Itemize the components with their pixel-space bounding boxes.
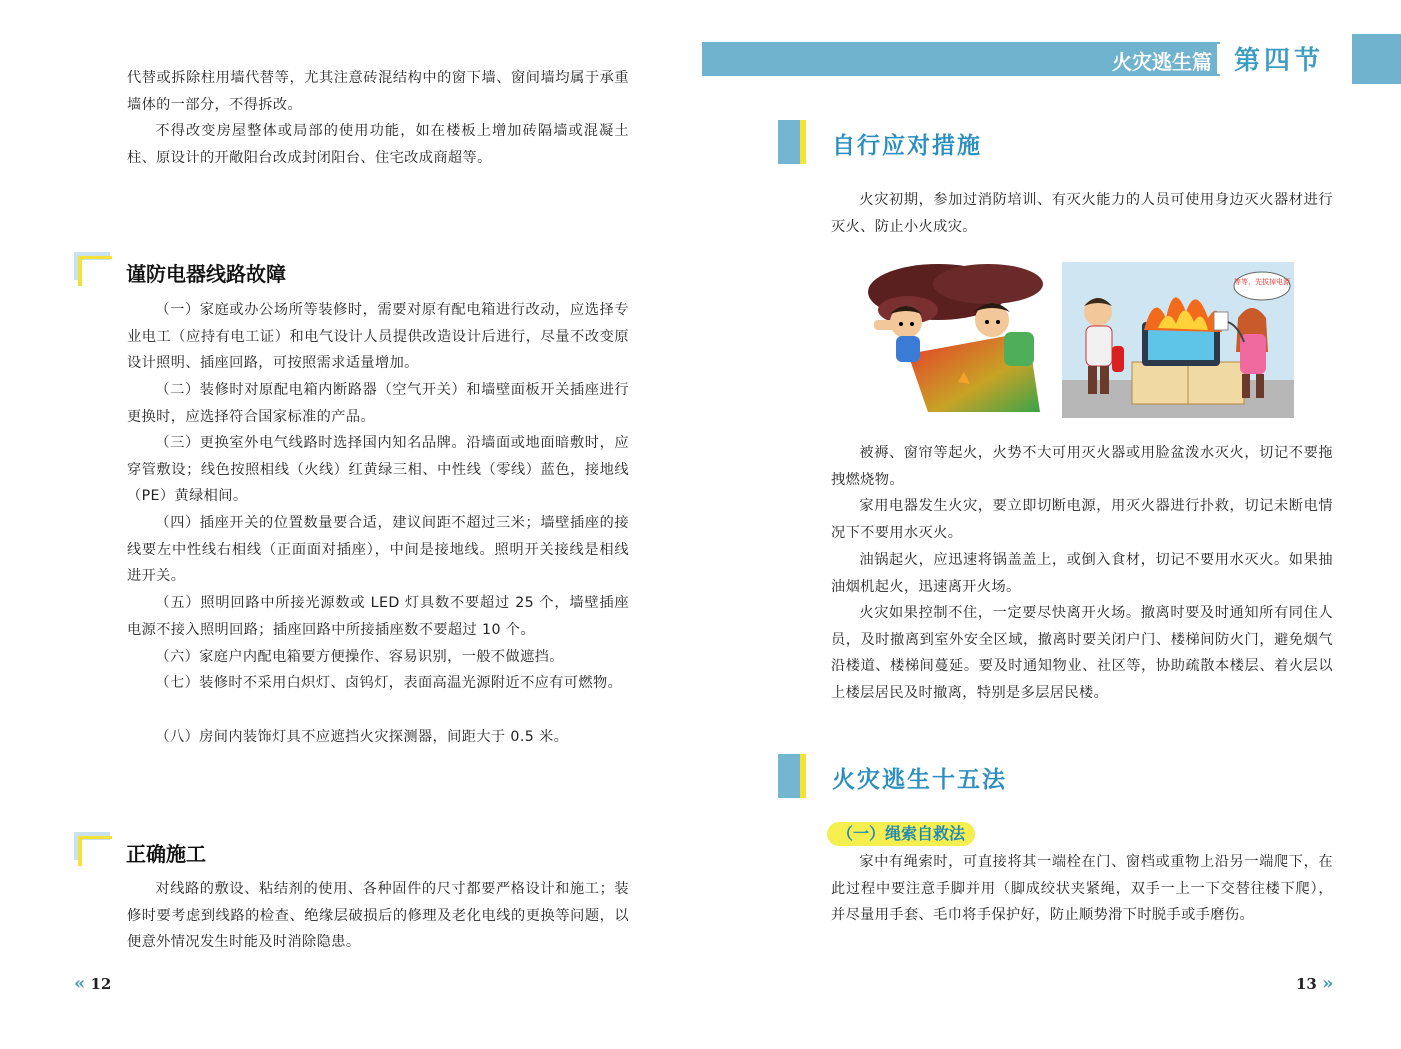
electrical-item-4: （四）插座开关的位置数量要合适，建议间距不超过三米；墙壁插座的接线要左中性线右相线（正面面对插座），中间是接地线。照明开关接线是相线进开关。 [127,515,629,585]
construction-paragraph: 对线路的敷设、粘结剂的使用、各种固件的尺寸都要严格设计和施工；装修时要考虑到线路的检查、绝缘层破损后的修理及老化电线的更换等问题，以便意外情况发生时能及时消除隐患。 [127,881,629,951]
escape-paragraph-1: 家中有绳索时，可直接将其一端栓在门、窗档或重物上沿另一端爬下，在此过程中要注意手脚并用（脚成绞状夹紧绳，双手一上一下交替往楼下爬），并尽量用手套、毛巾将手保护好，防止顺势滑下时脱手或手磨伤。 [831,854,1333,924]
double-chevron-right-icon: » [1322,973,1334,994]
section-heading-electrical [74,252,374,288]
intro-paragraph-2: 不得改变房屋整体或局部的使用功能，如在楼板上增加砖隔墙或混凝土柱、原设计的开敞阳台改成封闭阳台、住宅改成商超等。 [127,123,629,166]
response-paragraph-2: 家用电器发生火灾，要立即切断电源，用灭火器进行扑救，切记未断电情况下不要用水灭火。 [831,498,1333,541]
section-heading-escape [778,754,1178,798]
response-paragraph-4: 火灾如果控制不住，一定要尽快离开火场。撤离时要及时通知所有同住人员，及时撤离到室外安全区域，撤离时要关闭户门、楼梯间防火门，避免烟气沿楼道、楼梯间蔓延。要及时通知物业、社区等，协助疏散本楼层、着火层以上楼层居民及时撤离，特别是多层居民楼。 [831,605,1333,701]
illustration-tv-fire [1062,262,1294,418]
electrical-item-6: （六）家庭户内配电箱要方便操作、容易识别，一般不做遮挡。 [155,649,564,665]
electrical-item-7: （七）装修时不采用白炽灯、卤钨灯，表面高温光源附近不应有可燃物。 [155,675,623,691]
section-title: 自行应对措施 [832,133,982,159]
page-number-left [74,973,111,994]
electrical-item-5: （五）照明回路中所接光源数或 LED 灯具数不要超过 25 个，墙壁插座电源不接入照明回路；插座回路中所接插座数不要超过 10 个。 [127,595,629,638]
tv-fire-icon [1062,262,1294,418]
section-title: 谨防电器线路故障 [126,262,286,286]
speech-bubble-text: 等等，先拔掉电源 [1234,278,1290,286]
electrical-item-1: （一）家庭或办公场所等装修时，需要对原有配电箱进行改动，应选择专业电工（应持有电工证）和电气设计人员提供改造设计后进行，尽量不改变原设计照明、插座回路，可按照需求适量增加。 [127,302,629,372]
intro-paragraph-1: 代替或拆除柱用墙代替等，尤其注意砖混结构中的窗下墙、窗间墙均属于承重墙体的一部分，不得拆改。 [127,70,629,113]
electrical-item-2: （二）装修时对原配电箱内断路器（空气开关）和墙壁面板开关插座进行更换时，应选择符合国家标准的产品。 [127,382,629,425]
chapter-title: 火灾逃生篇 [1112,50,1212,74]
page-number-text: 12 [90,975,112,993]
subheading-rope: （一）绳索自救法 [827,822,975,846]
right-page [700,0,1401,1049]
page-number-right [1296,973,1333,994]
header-tab [1352,34,1401,84]
double-chevron-left-icon: « [74,973,86,994]
section-heading-construction [74,832,374,868]
response-paragraph-3: 油锅起火，应迅速将锅盖盖上，或倒入食材，切记不要用水灭火。如果抽油烟机起火，迅速离开火场。 [831,552,1333,595]
section-title: 火灾逃生十五法 [832,767,1007,793]
electrical-item-8: （八）房间内装饰灯具不应遮挡火灾探测器，间距大于 0.5 米。 [155,729,569,745]
response-paragraph-1: 被褥、窗帘等起火，火势不大可用灭火器或用脸盆泼水灭火，切记不要拖拽燃烧物。 [831,445,1333,488]
section-title: 正确施工 [126,842,206,866]
electrical-item-3: （三）更换室外电气线路时选择国内知名品牌。沿墙面或地面暗敷时，应穿管敷设；线色按照相线（火线）红黄绿三相、中性线（零线）蓝色，接地线（PE）黄绿相间。 [127,435,629,505]
page-number-text: 13 [1296,975,1317,993]
section-heading-response [778,120,1178,164]
response-intro: 火灾初期，参加过消防培训、有灭火能力的人员可使用身边灭火器材进行灭火、防止小火成灾。 [831,192,1333,235]
left-page [0,0,700,1049]
illustration-blanket-fire [868,262,1048,418]
section-number: 第四节 [1234,46,1325,76]
blanket-fire-icon [868,262,1048,418]
